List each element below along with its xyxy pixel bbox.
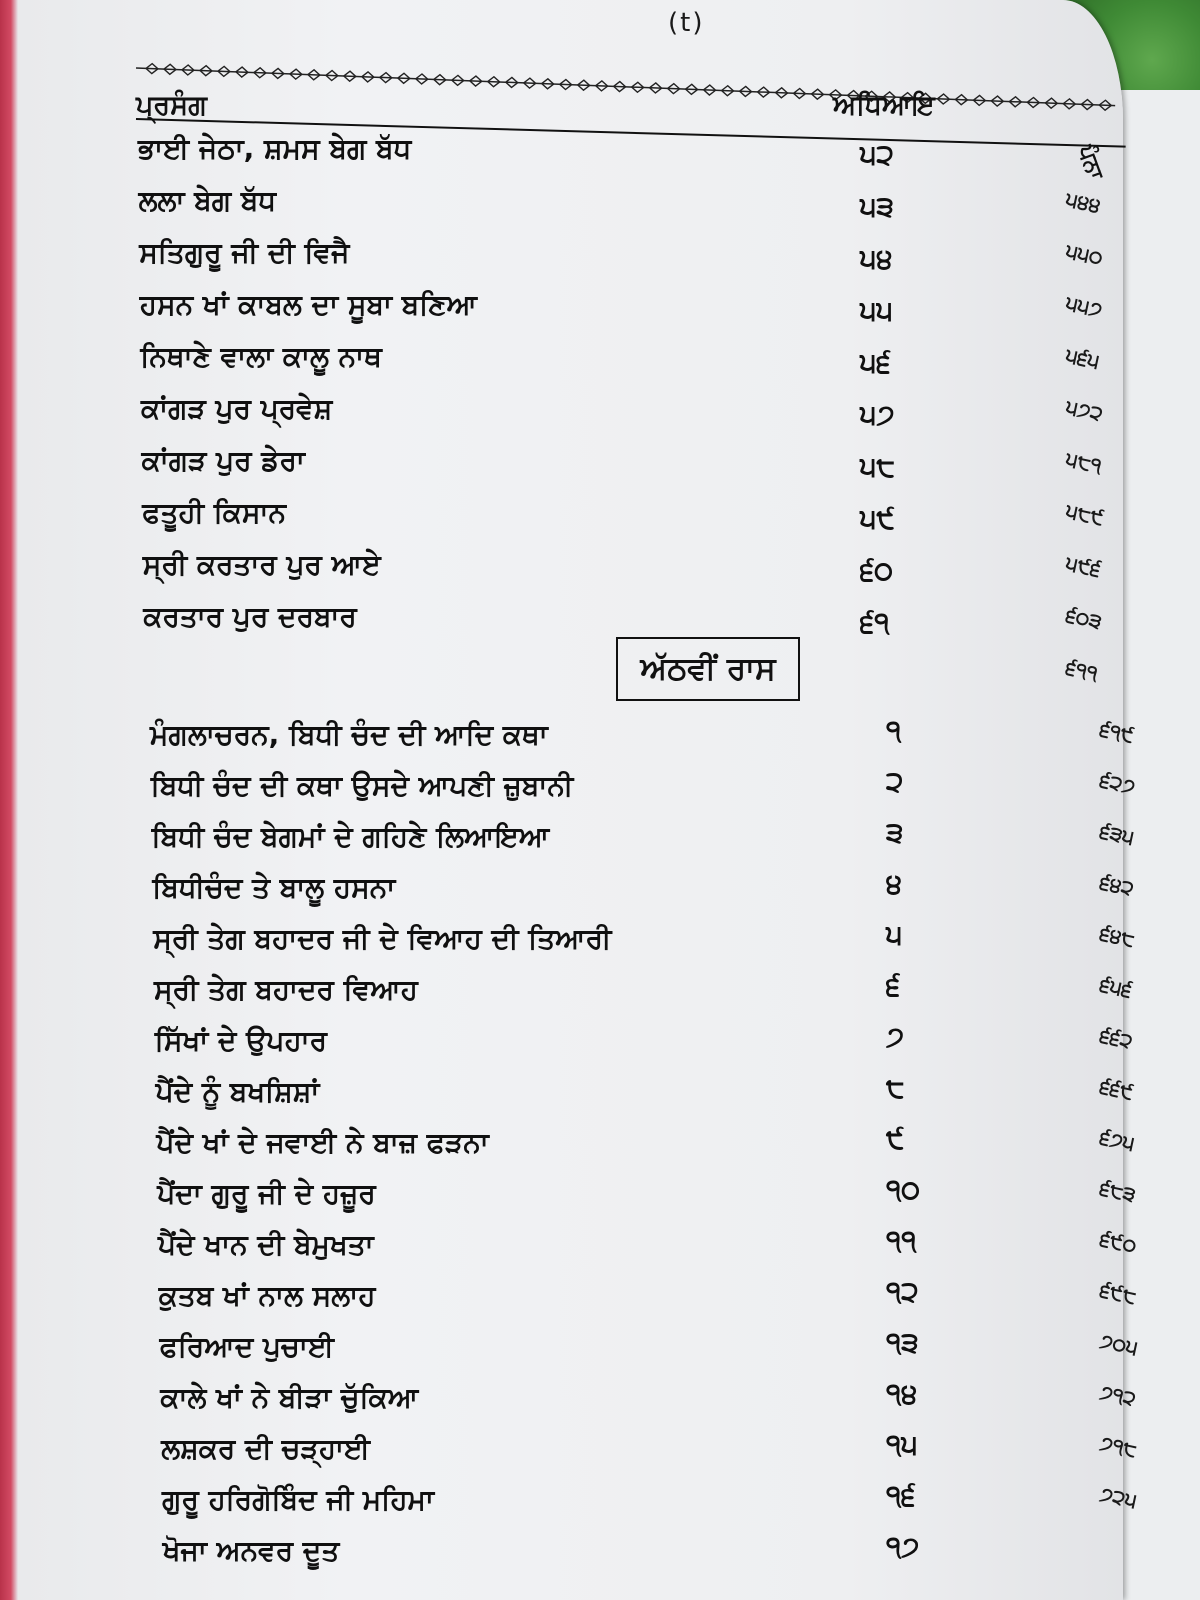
toc-row <box>18 816 1137 870</box>
toc-row <box>18 1377 1139 1431</box>
toc-title: ਲਸ਼ਕਰ ਦੀ ਚੜ੍ਹਾਈ <box>161 1432 371 1465</box>
toc-page-number: ੬੨੭ <box>1097 767 1138 799</box>
column-header-topic: ਪ੍ਰਸੰਗ <box>136 90 207 121</box>
toc-chapter-number: ੧੭ <box>886 1530 920 1563</box>
toc-chapter-number: ੬ <box>886 969 901 1002</box>
toc-chapter-number: ੫੮ <box>860 450 896 483</box>
toc-title: ਫਰਿਆਦ ਪੁਚਾਈ <box>159 1330 334 1363</box>
toc-title: ਨਿਥਾਣੇ ਵਾਲਾ ਕਾਲੂ ਨਾਥ <box>140 340 382 373</box>
toc-page-number: ੫੬੫ <box>1063 342 1102 374</box>
toc-title: ਸ੍ਰੀ ਤੇਗ ਬਹਾਦਰ ਵਿਆਹ <box>154 973 418 1006</box>
toc-title: ਬਿਧੀਚੰਦ ਤੇ ਬਾਲੂ ਹਸਨਾ <box>152 871 396 904</box>
toc-chapter-number: ੫੪ <box>860 242 893 275</box>
toc-chapter-number: ੧੨ <box>886 1275 919 1308</box>
toc-page-number: ੬੭੫ <box>1097 1124 1137 1156</box>
toc-row <box>18 969 1135 1023</box>
toc-title: ਮੰਗਲਾਚਰਨ, ਬਿਧੀ ਚੰਦ ਦੀ ਆਦਿ ਕਥਾ <box>150 718 548 751</box>
toc-page-number: ੫੫੭ <box>1063 290 1105 322</box>
toc-chapter-number: ੫ <box>886 918 903 951</box>
toc-title: ਕੁਤਬ ਖਾਂ ਨਾਲ ਸਲਾਹ <box>158 1279 376 1312</box>
toc-page-number: ੬੯੮ <box>1097 1277 1139 1309</box>
toc-title: ਪੈਂਦੇ ਨੂੰ ਬਖਸ਼ਿਸ਼ਾਂ <box>155 1075 320 1108</box>
toc-chapter-number: ੫੨ <box>860 138 894 171</box>
toc-row <box>18 867 1137 921</box>
toc-chapter-number: ੬੧ <box>860 606 890 639</box>
toc-chapter-number: ੯ <box>886 1122 905 1155</box>
toc-title: ਪੈਂਦੇ ਖਾਂ ਦੇ ਜਵਾਈ ਨੇ ਬਾਜ਼ ਫੜਨਾ <box>156 1126 489 1159</box>
toc-chapter-number: ੫੩ <box>860 190 894 223</box>
toc-title: ਬਿਧੀ ਚੰਦ ਦੀ ਕਥਾ ਉਸਦੇ ਆਪਣੀ ਜ਼ੁਬਾਨੀ <box>150 769 574 802</box>
toc-page-number: ੫੫੦ <box>1063 238 1106 270</box>
toc-chapter-number: ੨ <box>886 765 904 798</box>
toc-row <box>18 1122 1137 1176</box>
toc-chapter-number: ੧੩ <box>886 1326 919 1359</box>
toc-page-number: ੬੩੫ <box>1097 818 1137 850</box>
toc-title: ਭਾਈ ਜੇਠਾ, ਸ਼ਮਸ ਬੇਗ ਬੱਧ <box>138 132 412 165</box>
toc-title: ਫਤੂਹੀ ਕਿਸਾਨ <box>142 496 287 529</box>
toc-title: ਸ੍ਰੀ ਕਰਤਾਰ ਪੁਰ ਆਏ <box>142 548 381 581</box>
toc-page-number: ੬੪੮ <box>1097 920 1138 952</box>
toc-row <box>18 714 1137 768</box>
toc-chapter-number: ੬੦ <box>860 554 894 587</box>
toc-page-number: ੭੦੫ <box>1097 1328 1141 1360</box>
toc-page-number: ੬੦੩ <box>1063 602 1105 634</box>
toc-row <box>18 1326 1141 1380</box>
toc-chapter-number: ੮ <box>886 1071 905 1104</box>
toc-row <box>18 1479 1140 1533</box>
toc-page-number: ੭੨੫ <box>1097 1481 1140 1513</box>
toc-page-number: ੭੧੨ <box>1097 1379 1139 1411</box>
toc-row <box>18 1071 1136 1125</box>
toc-chapter-number: ੫੯ <box>860 502 895 535</box>
column-header-page: ਪੰਨਾ <box>1072 142 1108 183</box>
toc-row <box>18 1530 1123 1584</box>
toc-title: ਗੁਰੂ ਹਰਿਗੋਬਿੰਦ ਜੀ ਮਹਿਮਾ <box>162 1483 434 1516</box>
toc-row <box>18 1020 1135 1074</box>
toc-chapter-number: ੭ <box>886 1020 905 1053</box>
toc-chapter-number: ੩ <box>886 816 904 849</box>
toc-page-number: ੫੮੯ <box>1063 498 1107 530</box>
toc-page-number: ੫੭੨ <box>1063 394 1106 426</box>
toc-chapter-number: ੫੫ <box>860 294 893 327</box>
toc-title: ਕਾਲੇ ਖਾਂ ਨੇ ਬੀੜਾ ਚੁੱਕਿਆ <box>160 1381 419 1414</box>
toc-title: ਲਲਾ ਬੇਗ ਬੱਧ <box>138 184 277 217</box>
toc-chapter-number: ੧੬ <box>886 1479 916 1512</box>
toc-title: ਖੋਜਾ ਅਨਵਰ ਦੂਤ <box>162 1534 340 1567</box>
toc-title: ਸ੍ਰੀ ਤੇਗ ਬਹਾਦਰ ਜੀ ਦੇ ਵਿਆਹ ਦੀ ਤਿਆਰੀ <box>153 922 612 955</box>
toc-title: ਕਾਂਗੜ ਪੁਰ ਡੇਰਾ <box>141 444 305 477</box>
toc-page-number: ੭੧੮ <box>1097 1430 1140 1462</box>
toc-title: ਬਿਧੀ ਚੰਦ ਬੇਗਮਾਂ ਦੇ ਗਹਿਣੇ ਲਿਆਇਆ <box>151 820 550 853</box>
toc-title: ਕਾਂਗੜ ਪੁਰ ਪ੍ਰਵੇਸ਼ <box>141 392 333 425</box>
toc-title: ਹਸਨ ਖਾਂ ਕਾਬਲ ਦਾ ਸੂਬਾ ਬਣਿਆ <box>139 288 477 321</box>
toc-page-number: ੫੮੧ <box>1063 446 1104 478</box>
toc-row <box>18 1173 1138 1227</box>
toc-page-number: ੬੬੨ <box>1097 1022 1135 1054</box>
decorative-border <box>136 58 1116 116</box>
column-header-chapter: ਅਧਿਆਇ <box>833 90 935 121</box>
toc-title: ਪੈਂਦਾ ਗੁਰੂ ਜੀ ਦੇ ਹਜ਼ੂਰ <box>157 1177 376 1210</box>
section-heading: ਅੱਠਵੀਂ ਰਾਸ <box>616 637 800 701</box>
toc-page-number: ੬੧੯ <box>1097 716 1137 748</box>
page-folio: (t) <box>668 8 705 38</box>
toc-chapter-number: ੫੬ <box>860 346 891 379</box>
toc-page-number: ੬੧੧ <box>1063 654 1101 686</box>
toc-title: ਪੈਂਦੇ ਖਾਨ ਦੀ ਬੇਮੁਖਤਾ <box>158 1228 374 1261</box>
toc-title: ਕਰਤਾਰ ਪੁਰ ਦਰਬਾਰ <box>143 600 357 633</box>
toc-chapter-number: ੫੭ <box>860 398 895 431</box>
toc-page-number: ੫੯੬ <box>1063 550 1104 582</box>
toc-title: ਸਤਿਗੁਰੂ ਜੀ ਦੀ ਵਿਜੈ <box>139 236 350 269</box>
toc-chapter-number: ੪ <box>886 867 903 900</box>
toc-page-number: ੬੯੦ <box>1097 1226 1139 1258</box>
toc-page-number: ੫੪੪ <box>1063 186 1103 218</box>
toc-page-number: ੬੮੩ <box>1097 1175 1138 1207</box>
toc-row <box>18 765 1138 819</box>
toc-page-number: ੬੪੨ <box>1097 869 1137 901</box>
toc-page-number: ੬੬੯ <box>1097 1073 1136 1105</box>
book-page <box>18 0 1141 1600</box>
toc-title: ਸਿੱਖਾਂ ਦੇ ਉਪਹਾਰ <box>154 1024 328 1057</box>
toc-chapter-number: ੧੫ <box>886 1428 918 1461</box>
toc-chapter-number: ੧੧ <box>886 1224 917 1257</box>
toc-row <box>18 1275 1139 1329</box>
toc-chapter-number: ੧੦ <box>886 1173 921 1206</box>
toc-row <box>18 1224 1139 1278</box>
toc-chapter-number: ੧ <box>886 714 902 747</box>
toc-chapter-number: ੧੪ <box>886 1377 918 1410</box>
toc-page-number: ੬੫੬ <box>1097 971 1135 1003</box>
book-binding <box>0 0 18 1600</box>
toc-row <box>18 918 1138 972</box>
toc-row <box>18 1428 1140 1482</box>
